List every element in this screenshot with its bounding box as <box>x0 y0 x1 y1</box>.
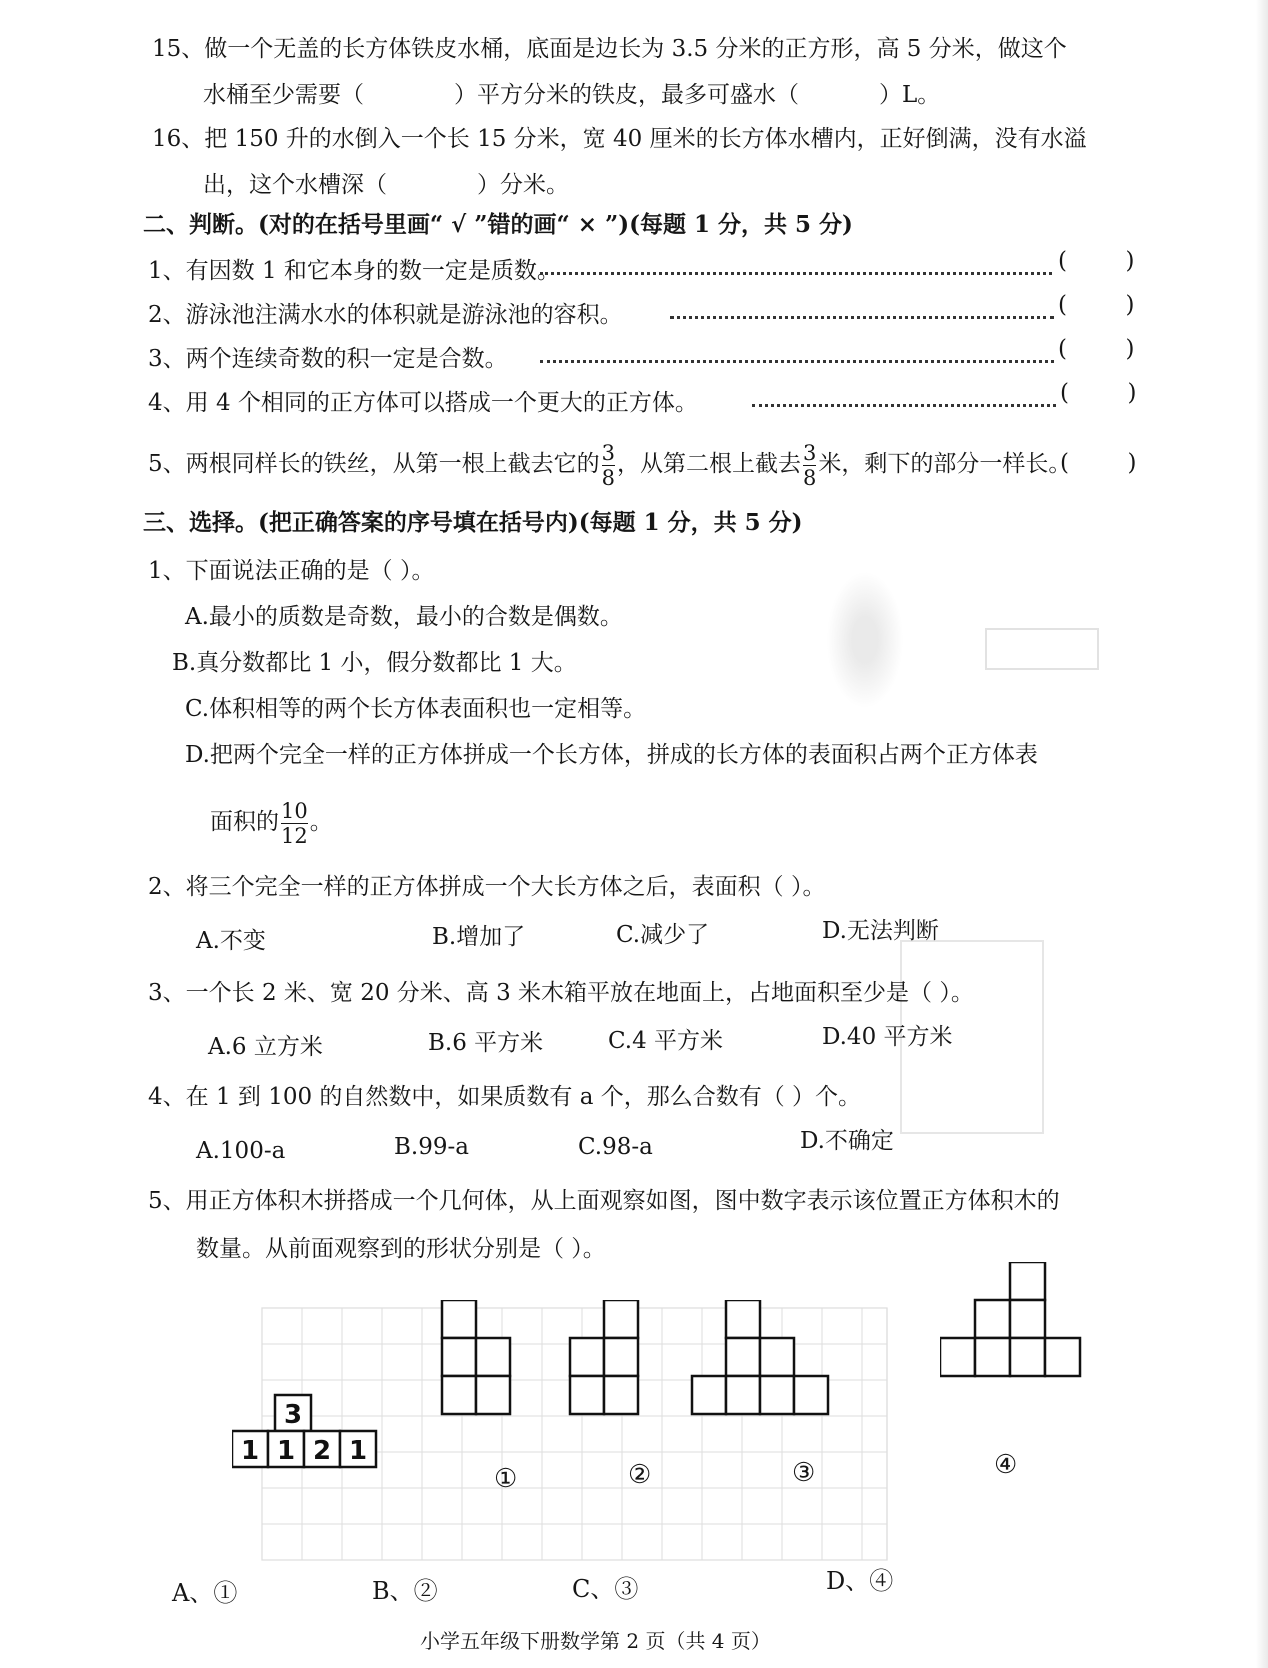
q15-text-b: ）平方分米的铁皮，最多可盛水（ <box>454 82 799 108</box>
choice-q2: 2、将三个完全一样的正方体拼成一个大长方体之后，表面积（ ）。 <box>148 874 826 900</box>
frac-num: 3 <box>601 440 616 465</box>
choice-q3-option-c: C.4 平方米 <box>608 1028 724 1054</box>
choice-q1-option-c: C.体积相等的两个长方体表面积也一定相等。 <box>185 696 647 722</box>
judge5-text-a: 5、两根同样长的铁丝，从第一根上截去它的 <box>148 451 600 477</box>
page-footer: 小学五年级下册数学第 2 页（共 4 页） <box>420 1629 771 1653</box>
q16-line1: 16、把 150 升的水倒入一个长 15 分米，宽 40 厘米的长方体水槽内，正好倒满，没有水溢 <box>152 126 1087 152</box>
judge-answer-2[interactable]: ( ) <box>1058 292 1135 318</box>
front-view-cell <box>442 1376 476 1414</box>
choice-q1: 1、下面说法正确的是（ ）。 <box>148 558 435 584</box>
bleed-through-noise <box>820 560 910 720</box>
choice-q2-option-a: A.不变 <box>196 928 266 954</box>
choice-q3-option-d: D.40 平方米 <box>822 1024 953 1050</box>
judge-answer-5[interactable]: ( ) <box>1060 450 1137 476</box>
top-view-number: 1 <box>276 1436 296 1466</box>
choice-q1-option-b: B.真分数都比 1 小，假分数都比 1 大。 <box>172 650 577 676</box>
front-view-1 <box>442 1300 510 1414</box>
front-view-cell <box>442 1300 476 1338</box>
frac-den: 8 <box>601 465 616 490</box>
scan-edge <box>1256 0 1268 1668</box>
choice-q1-option-d-line2 <box>210 790 333 854</box>
front-view-3 <box>692 1300 828 1414</box>
front-view-4-svg <box>940 1262 1090 1382</box>
choice-q4: 4、在 1 到 100 的自然数中，如果质数有 a 个，那么合数有（ ）个。 <box>148 1084 862 1110</box>
judge-item-5 <box>148 432 1071 496</box>
cube-figure <box>232 1300 952 1600</box>
front-view-cell <box>726 1300 760 1338</box>
q15-line1: 15、做一个无盖的长方体铁皮水桶，底面是边长为 3.5 分米的正方形，高 5 分米，做这个 <box>152 36 1067 62</box>
dot-leader-4 <box>752 404 1056 407</box>
choice-q5-option-b: B、② <box>372 1577 438 1605</box>
judge5-text-b: ，从第二根上截去 <box>617 451 802 477</box>
choice-q1-option-d-line1: D.把两个完全一样的正方体拼成一个长方体，拼成的长方体的表面积占两个正方体表 <box>185 742 1038 768</box>
top-view-number: 1 <box>348 1436 368 1466</box>
section2-heading: 二、判断。(对的在括号里画“ √ ”错的画“ × ”)(每题 1 分，共 5 分) <box>143 211 853 238</box>
section3-heading: 三、选择。(把正确答案的序号填在括号内)(每题 1 分，共 5 分) <box>143 509 803 536</box>
front-view-cell <box>975 1300 1010 1338</box>
top-view-number: 2 <box>312 1436 332 1466</box>
front-view-cell <box>604 1300 638 1338</box>
frac-num: 10 <box>281 798 308 823</box>
front-view-cell <box>570 1376 604 1414</box>
bleed-through-box <box>985 628 1099 670</box>
q1d-text-b: 。 <box>309 809 333 835</box>
judge-answer-1[interactable]: ( ) <box>1058 248 1135 274</box>
figure-label-4: ④ <box>994 1450 1018 1480</box>
front-view-cell <box>1010 1338 1045 1376</box>
choice-q2-option-b: B.增加了 <box>432 924 526 950</box>
q16-text-a: 出，这个水槽深（ <box>203 172 387 198</box>
front-view-cell <box>604 1338 638 1376</box>
choice-q2-option-d: D.无法判断 <box>822 918 939 944</box>
top-view-number: 1 <box>240 1436 260 1466</box>
dot-leader-2 <box>670 316 1054 319</box>
choice-q5-line2: 数量。从前面观察到的形状分别是（ ）。 <box>196 1236 606 1262</box>
front-view-cell <box>975 1338 1010 1376</box>
front-view-cell <box>1045 1338 1080 1376</box>
judge-item-3: 3、两个连续奇数的积一定是合数。 <box>148 346 508 372</box>
choice-q3-option-b: B.6 平方米 <box>428 1030 544 1056</box>
choice-q4-option-a: A.100-a <box>196 1138 286 1164</box>
q15-text-c: ）L。 <box>879 82 941 108</box>
front-view-cell <box>794 1376 828 1414</box>
judge-answer-4[interactable]: ( ) <box>1060 380 1137 406</box>
choice-q1-option-a: A.最小的质数是奇数，最小的合数是偶数。 <box>185 604 623 630</box>
q1d-text-a: 面积的 <box>210 809 279 835</box>
judge-item-2: 2、游泳池注满水水的体积就是游泳池的容积。 <box>148 302 623 328</box>
front-view-cell <box>1010 1262 1045 1300</box>
figure-label-2: ② <box>628 1460 652 1490</box>
front-view-cell <box>476 1338 510 1376</box>
front-view-cell <box>726 1376 760 1414</box>
choice-q5-option-c: C、③ <box>572 1575 639 1603</box>
fraction-3-8-b <box>803 442 816 489</box>
choice-q3: 3、一个长 2 米、宽 20 分米、高 3 米木箱平放在地面上，占地面积至少是（ ）。 <box>148 980 974 1006</box>
figure-label-1: ① <box>494 1464 518 1494</box>
dot-leader-3 <box>540 360 1054 363</box>
choice-q5-option-a: A、① <box>172 1579 238 1607</box>
frac-num: 3 <box>803 440 817 465</box>
q15-line2 <box>203 80 940 110</box>
front-view-cell <box>760 1338 794 1376</box>
q16-text-b: ）分米。 <box>477 172 569 198</box>
choice-q4-option-c: C.98-a <box>578 1134 653 1160</box>
fraction-3-8-a <box>602 442 615 489</box>
front-view-cell <box>1010 1300 1045 1338</box>
front-view-cell <box>692 1376 726 1414</box>
front-view-cell <box>476 1376 510 1414</box>
front-view-cell <box>604 1376 638 1414</box>
front-view-cell <box>442 1338 476 1376</box>
choice-q4-option-b: B.99-a <box>394 1134 469 1160</box>
judge-answer-3[interactable]: ( ) <box>1058 336 1135 362</box>
choice-q5-option-d: D、④ <box>826 1567 894 1595</box>
fraction-10-12 <box>281 800 308 847</box>
dot-leader-1 <box>540 272 1052 275</box>
q15-text-a: 水桶至少需要（ <box>203 82 364 108</box>
q16-line2 <box>203 170 569 200</box>
front-view-cell <box>940 1338 975 1376</box>
frac-den: 12 <box>281 823 308 848</box>
choice-q3-option-a: A.6 立方米 <box>208 1034 323 1060</box>
judge5-text-c: 米，剩下的部分一样长。 <box>818 451 1072 477</box>
figure-label-3: ③ <box>792 1458 816 1488</box>
front-view-2 <box>570 1300 638 1414</box>
front-view-cell <box>726 1338 760 1376</box>
judge-item-1: 1、有因数 1 和它本身的数一定是质数。 <box>148 258 560 284</box>
choice-q5-line1: 5、用正方体积木拼搭成一个几何体，从上面观察如图，图中数字表示该位置正方体积木的 <box>148 1188 1060 1214</box>
judge-item-4: 4、用 4 个相同的正方体可以搭成一个更大的正方体。 <box>148 390 698 416</box>
front-view-cell <box>760 1376 794 1414</box>
choice-q2-option-c: C.减少了 <box>616 922 710 948</box>
front-view-cell <box>570 1338 604 1376</box>
frac-den: 8 <box>803 465 817 490</box>
choice-q4-option-d: D.不确定 <box>800 1128 894 1154</box>
top-view-number: 3 <box>283 1400 303 1430</box>
